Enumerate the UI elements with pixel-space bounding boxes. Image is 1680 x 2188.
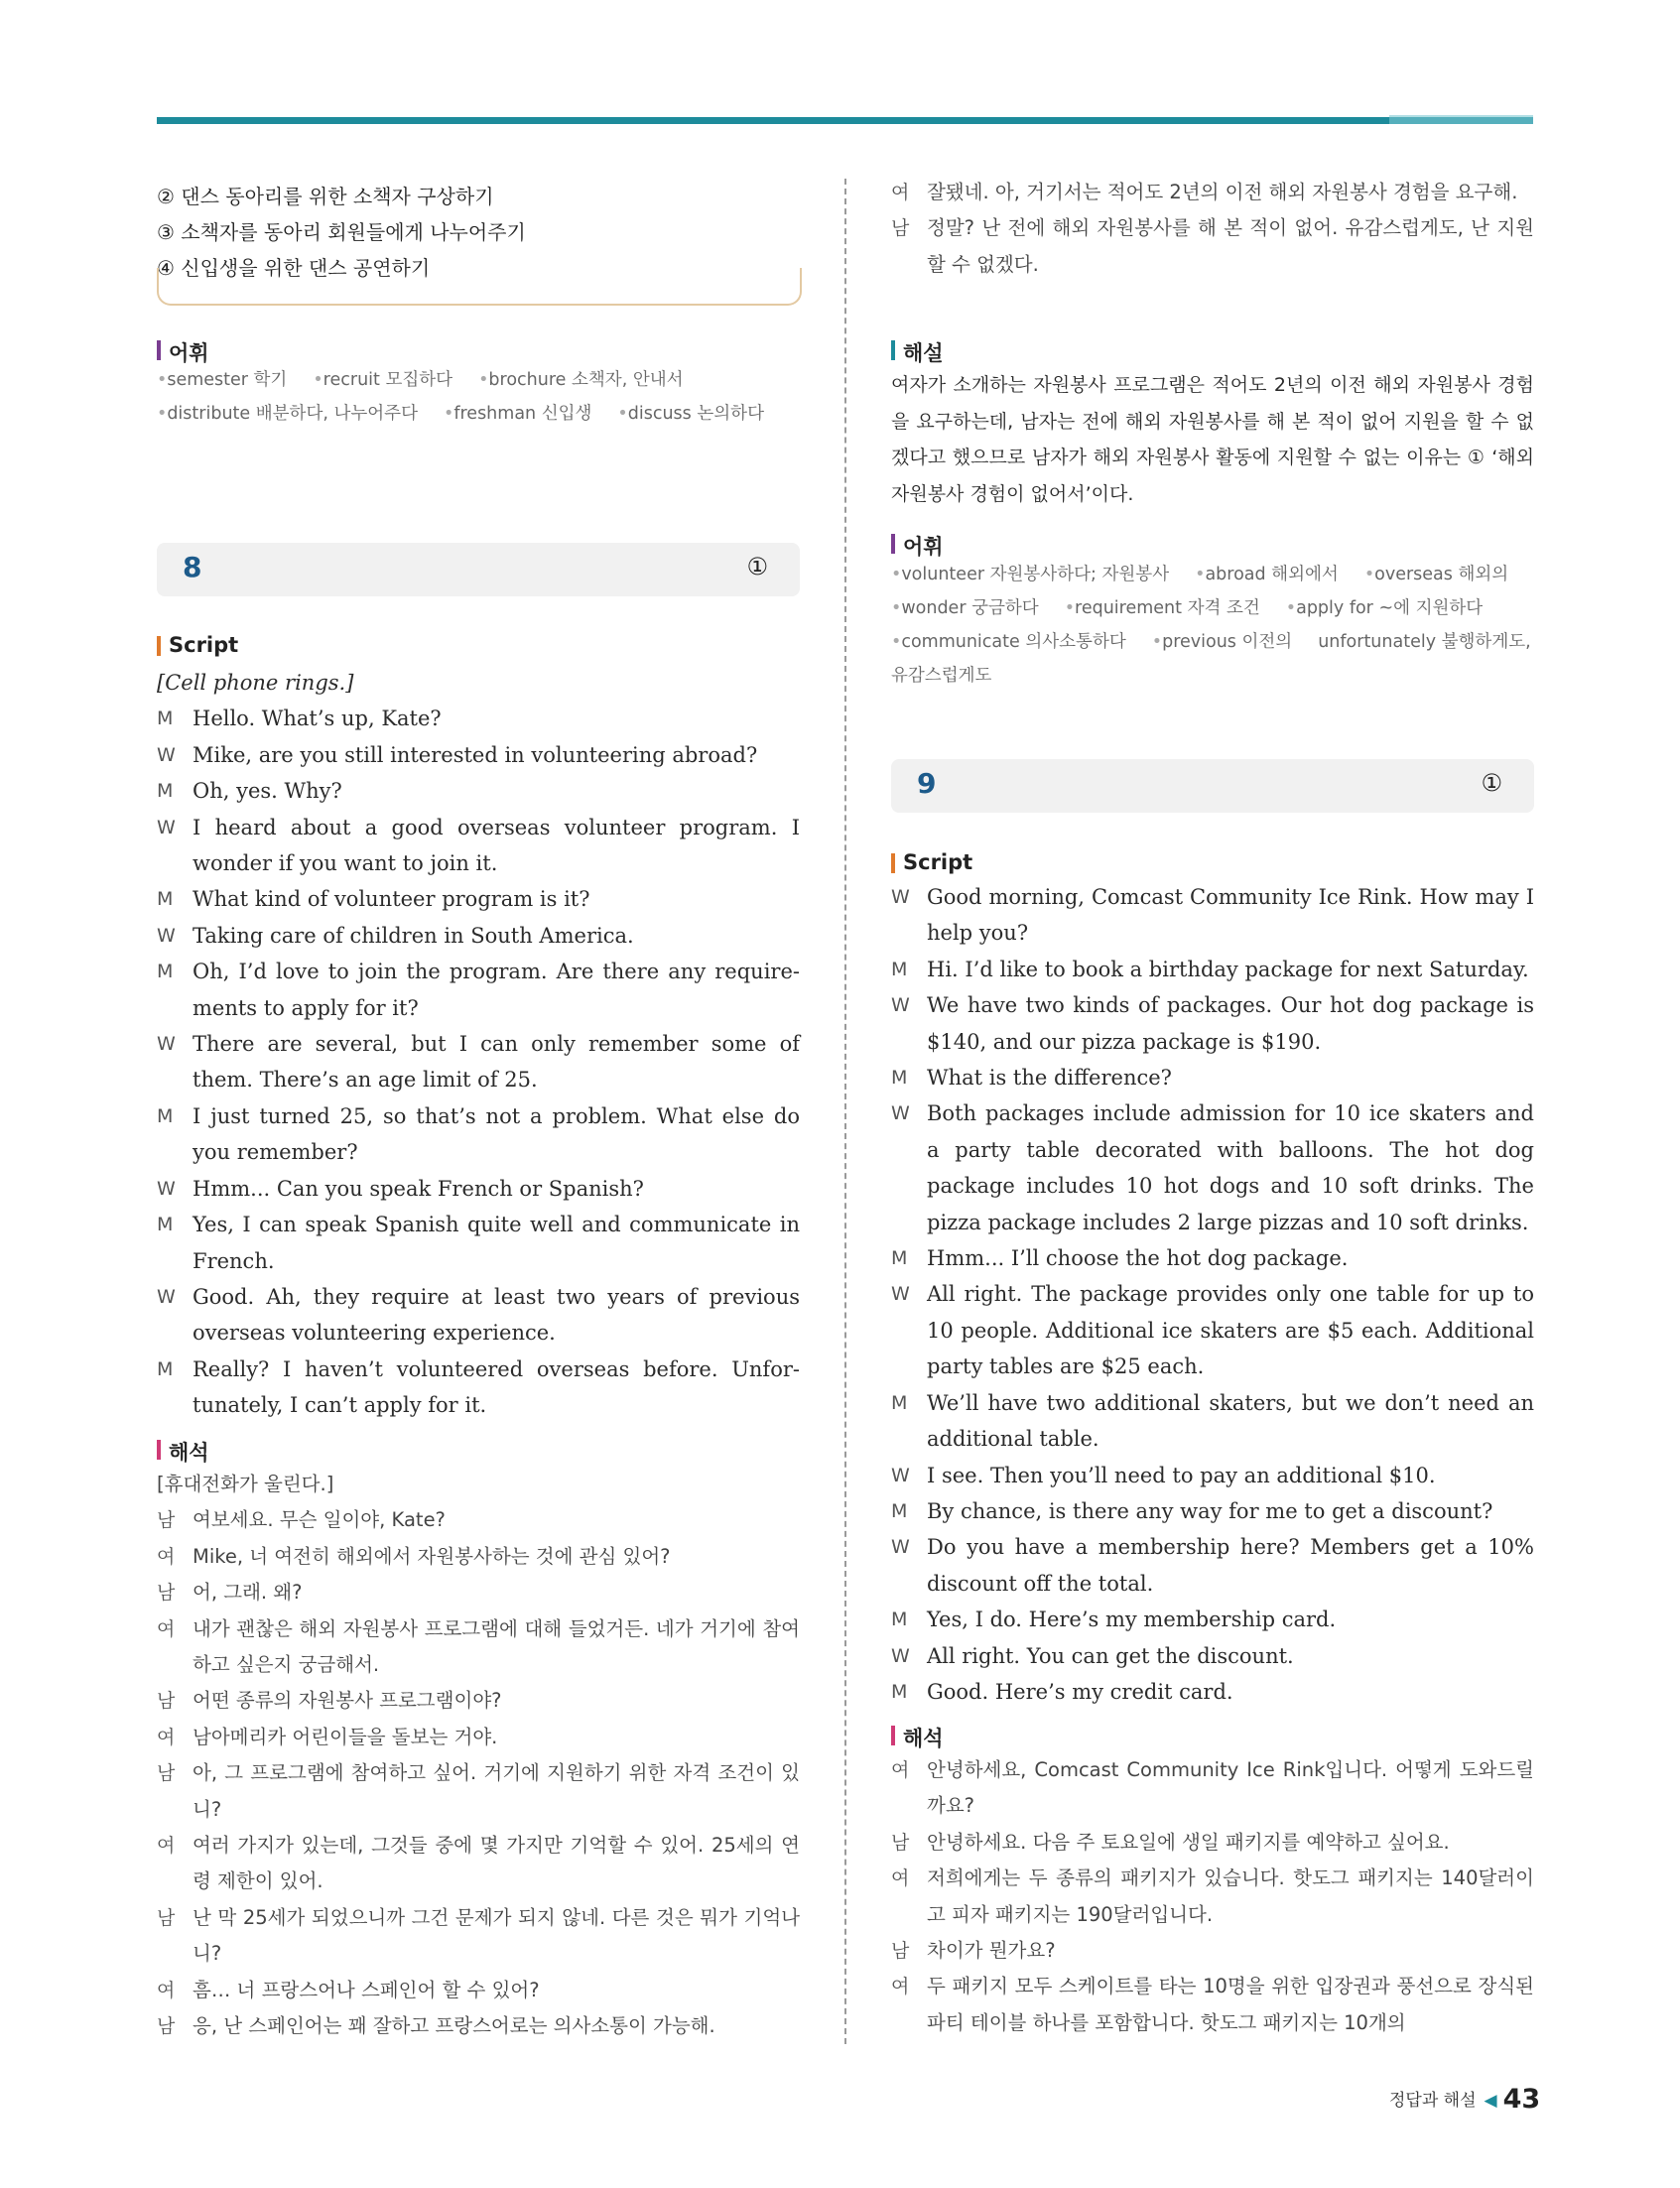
- dialogue-line: [891, 1969, 1534, 2041]
- speaker-label: M: [157, 780, 174, 803]
- vocab-item: • overseas 해외의: [1364, 565, 1508, 584]
- dialogue-text: All right. You can get the discount.: [927, 1643, 1294, 1668]
- dialogue-line: [891, 1385, 1534, 1458]
- dialogue-text: I see. Then you’ll need to pay an additional $10.: [927, 1463, 1436, 1487]
- dialogue-text: I just turned 25, so that’s not a problem. What else do you remember?: [193, 1103, 800, 1165]
- dialogue-line: [891, 879, 1534, 952]
- speaker-label: M: [891, 1247, 908, 1270]
- translation-heading: 해석: [157, 1437, 209, 1467]
- speaker-label: 남: [157, 1762, 176, 1785]
- vocab-item: • apply for ~에 지원하다: [1286, 598, 1483, 618]
- dialogue-line: [157, 1098, 800, 1171]
- speaker-label: 여: [891, 1759, 910, 1781]
- vocab-item: • recruit 모집하다: [313, 370, 452, 390]
- dialogue-line: [157, 954, 800, 1026]
- dialogue-text: Oh, yes. Why?: [193, 779, 342, 804]
- dialogue-line: [157, 1539, 800, 1575]
- speaker-label: W: [157, 924, 176, 947]
- stage-direction: [Cell phone rings.]: [157, 671, 354, 695]
- dialogue-text: Do you have a membership here? Members get a 10% discount off the total.: [927, 1535, 1534, 1596]
- speaker-label: W: [891, 994, 910, 1017]
- dialogue-text: 난 막 25세가 되었으니까 그건 문제가 되지 않네. 다른 것은 뭐가 기억나니?: [193, 1905, 800, 1966]
- speaker-label: W: [891, 1464, 910, 1486]
- dialogue-text: Hmm... Can you speak French or Spanish?: [193, 1176, 644, 1201]
- dialogue-line: [157, 773, 800, 809]
- speaker-label: 남: [891, 1831, 910, 1854]
- dialogue-line: [157, 1900, 800, 1973]
- speaker-label: M: [891, 1609, 908, 1631]
- dialogue-line: [157, 1351, 800, 1424]
- vocab-item: • previous 이전의: [1152, 632, 1292, 652]
- speaker-label: 남: [157, 1582, 176, 1605]
- dialogue-line: [157, 1755, 800, 1828]
- dialogue-text: 안녕하세요. 다음 주 토요일에 생일 패키지를 예약하고 싶어요.: [927, 1830, 1450, 1854]
- q8-vocab-list: [891, 558, 1534, 693]
- dialogue-text: 두 패키지 모두 스케이트를 타는 10명을 위한 입장권과 풍선으로 장식된 파티 테이블 하나를 포함합니다. 핫도그 패키지는 10개의: [927, 1975, 1534, 2034]
- speaker-label: W: [891, 886, 910, 908]
- dialogue-text: 내가 괜찮은 해외 자원봉사 프로그램에 대해 들었거든. 네가 거기에 참여하고 싶은지 궁금해서.: [193, 1616, 800, 1677]
- dialogue-text: 잘됐네. 아, 거기서는 적어도 2년의 이전 해외 자원봉사 경험을 요구해.: [927, 181, 1518, 203]
- triangle-left-icon: ◀: [1484, 2091, 1497, 2111]
- vocab-item: • wonder 궁금하다: [891, 598, 1039, 618]
- q8-vocab-heading: 어휘: [891, 531, 944, 561]
- speaker-label: M: [891, 1680, 908, 1703]
- dialogue-line: [157, 1683, 800, 1719]
- dialogue-text: Hello. What’s up, Kate?: [193, 707, 442, 731]
- vocab-item: unfortunately 불행하게도, 유감스럽게도: [891, 632, 1531, 686]
- dialogue-text: 안녕하세요, Comcast Community Ice Rink입니다. 어떻게 도와드릴까요?: [927, 1758, 1534, 1818]
- dialogue-line: [157, 1502, 800, 1538]
- dialogue-line: [891, 1493, 1534, 1529]
- vocab-item: • distribute 배분하다, 나누어주다: [157, 404, 418, 424]
- answer-mark: ①: [746, 553, 768, 580]
- dialogue-text: 흠… 너 프랑스어나 스페인어 할 수 있어?: [193, 1978, 540, 2001]
- dialogue-line: [157, 1279, 800, 1351]
- speaker-label: W: [157, 1177, 176, 1200]
- dialogue-line: [891, 952, 1534, 987]
- q9-script: [891, 879, 1534, 1710]
- footer-label: 정답과 해설: [1389, 2091, 1477, 2111]
- script-heading: Script: [157, 633, 238, 657]
- translation-heading: 해석: [891, 1723, 944, 1752]
- vocab-item: • discuss 논의하다: [617, 404, 764, 424]
- dialogue-line: [891, 987, 1534, 1060]
- dialogue-text: 여보세요. 무슨 일이야, Kate?: [193, 1508, 446, 1532]
- column-divider: [844, 179, 846, 2044]
- dialogue-line: [891, 1240, 1534, 1276]
- dialogue-text: Yes, I can speak Spanish quite well and communicate in French.: [193, 1213, 800, 1273]
- page-footer: [1389, 2084, 1540, 2115]
- dialogue-text: Both packages include admission for 10 ice skaters and a party table decorated with balloons. The hot dog package includes 10 hot dogs and 10 soft drinks. The pizza package includes 2 large pizzas and 10 soft drinks.: [927, 1101, 1534, 1234]
- dialogue-line: [891, 1529, 1534, 1602]
- speaker-label: 여: [157, 1545, 176, 1568]
- dialogue-text: All right. The package provides only one table for up to 10 people. Additional ice skaters are $5 each. Additional party tables are $25 each.: [927, 1282, 1534, 1379]
- speaker-label: M: [891, 1391, 908, 1414]
- dialogue-text: Oh, I’d love to join the program. Are there any requirements to apply for it?: [193, 960, 800, 1020]
- dialogue-line: [891, 1933, 1534, 1969]
- q8-translation: [157, 1467, 800, 2045]
- q8-script: [157, 665, 800, 1424]
- top-rule-accent: [1389, 115, 1533, 124]
- vocab-item: • freshman 신입생: [444, 404, 591, 424]
- speaker-label: 남: [891, 1940, 910, 1963]
- speaker-label: M: [891, 1499, 908, 1522]
- speaker-label: M: [891, 1067, 908, 1090]
- speaker-label: W: [891, 1536, 910, 1559]
- dialogue-line: [891, 1276, 1534, 1384]
- dialogue-line: [157, 918, 800, 954]
- vocab-item: • volunteer 자원봉사하다; 자원봉사: [891, 565, 1169, 584]
- dialogue-text: 응, 난 스페인어는 꽤 잘하고 프랑스어로는 의사소통이 가능해.: [193, 2014, 715, 2038]
- q8-explanation: 여자가 소개하는 자원봉사 프로그램은 적어도 2년의 이전 해외 자원봉사 경험을 요구하는데, 남자는 전에 해외 자원봉사를 해 본 적이 없어 지원을 할 수 없겠다고 했으므로 남자가 해외 자원봉사 활동에 지원할 수 없는 이유는 ① ‘해외 자원봉사 경험이 없어서’이다.: [891, 374, 1534, 505]
- dialogue-text: 아, 그 프로그램에 참여하고 싶어. 거기에 지원하기 위한 자격 조건이 있니?: [193, 1761, 800, 1821]
- speaker-label: M: [157, 888, 174, 911]
- speaker-label: 남: [157, 1690, 176, 1713]
- q9-translation: [891, 1752, 1534, 2041]
- dialogue-text: We have two kinds of packages. Our hot dog package is $140, and our pizza package is $190.: [927, 993, 1534, 1054]
- dialogue-text: Taking care of children in South America.: [193, 923, 634, 948]
- dialogue-line: [157, 1611, 800, 1684]
- speaker-label: W: [157, 743, 176, 766]
- speaker-label: 여: [157, 1617, 176, 1640]
- dialogue-line: [157, 1973, 800, 2008]
- speaker-label: 여: [891, 182, 910, 203]
- vocab-item: • requirement 자격 조건: [1065, 598, 1260, 618]
- stage-direction-kr: [휴대전화가 울린다.]: [157, 1473, 334, 1495]
- vocab-item: • abroad 해외에서: [1195, 565, 1339, 584]
- dialogue-line: [157, 2008, 800, 2044]
- speaker-label: 여: [891, 1867, 910, 1890]
- dialogue-line: [157, 737, 800, 773]
- dialogue-line: [891, 1752, 1534, 1825]
- dialogue-text: What kind of volunteer program is it?: [193, 887, 590, 912]
- dialogue-line: [891, 210, 1534, 283]
- speaker-label: 여: [157, 1979, 176, 2001]
- question-number: 9: [917, 767, 937, 800]
- q8-translation-continued: [891, 175, 1534, 283]
- dialogue-line: [891, 1095, 1534, 1240]
- speaker-label: M: [157, 1104, 174, 1127]
- dialogue-text: 어, 그래. 왜?: [193, 1581, 303, 1605]
- dialogue-text: Hmm... I’ll choose the hot dog package.: [927, 1246, 1349, 1271]
- speaker-label: M: [157, 961, 174, 983]
- question-9-header: [891, 759, 1534, 813]
- dialogue-line: [157, 881, 800, 917]
- speaker-label: 여: [157, 1726, 176, 1748]
- dialogue-line: [157, 701, 800, 736]
- dialogue-text: By chance, is there any way for me to get a discount?: [927, 1498, 1493, 1523]
- dialogue-line: [157, 1828, 800, 1900]
- dialogue-text: There are several, but I can only remember some of them. There’s an age limit of 25.: [193, 1032, 800, 1093]
- dialogue-text: 여러 가지가 있는데, 그것들 중에 몇 가지만 기억할 수 있어. 25세의 연령 제한이 있어.: [193, 1834, 800, 1893]
- question-8-header: [157, 543, 800, 596]
- dialogue-text: Mike, are you still interested in volunteering abroad?: [193, 742, 758, 767]
- dialogue-text: 어떤 종류의 자원봉사 프로그램이야?: [193, 1689, 502, 1713]
- option-3: ③ 소책자를 동아리 회원들에게 나누어주기: [157, 220, 526, 244]
- dialogue-line: [157, 1575, 800, 1610]
- prev-vocab-heading: 어휘: [157, 337, 209, 367]
- option-2: ② 댄스 동아리를 위한 소책자 구상하기: [157, 185, 494, 208]
- dialogue-line: [891, 1825, 1534, 1861]
- vocab-item: • brochure 소책자, 안내서: [478, 370, 683, 390]
- dialogue-text: Yes, I do. Here’s my membership card.: [927, 1608, 1337, 1632]
- speaker-label: 여: [157, 1835, 176, 1858]
- dialogue-line: [891, 1861, 1534, 1933]
- speaker-label: 남: [157, 1509, 176, 1532]
- dialogue-text: We’ll have two additional skaters, but we don’t need an additional table.: [927, 1390, 1534, 1452]
- speaker-label: W: [157, 1033, 176, 1056]
- speaker-label: M: [157, 1214, 174, 1236]
- page-number: 43: [1502, 2084, 1541, 2115]
- dialogue-line: [157, 810, 800, 882]
- dialogue-text: Hi. I’d like to book a birthday package for next Saturday.: [927, 957, 1529, 981]
- script-heading: Script: [891, 850, 972, 874]
- speaker-label: W: [157, 1285, 176, 1308]
- speaker-label: W: [891, 1283, 910, 1306]
- explanation-heading: 해설: [891, 337, 944, 367]
- dialogue-line: [157, 1720, 800, 1755]
- top-rule: [157, 117, 1533, 124]
- dialogue-text: 남아메리카 어린이들을 돌보는 거야.: [193, 1725, 498, 1748]
- speaker-label: 남: [157, 2015, 176, 2038]
- dialogue-text: Mike, 너 여전히 해외에서 자원봉사하는 것에 관심 있어?: [193, 1544, 671, 1568]
- speaker-label: 남: [891, 217, 910, 240]
- vocab-item: • semester 학기: [157, 370, 287, 390]
- vocab-item: • communicate 의사소통하다: [891, 632, 1126, 652]
- prev-vocab-list: [157, 363, 800, 431]
- speaker-label: W: [891, 1102, 910, 1125]
- option-4: ④ 신입생을 위한 댄스 공연하기: [157, 256, 431, 280]
- dialogue-line: [157, 1026, 800, 1098]
- dialogue-line: [891, 1638, 1534, 1674]
- dialogue-text: Good. Ah, they require at least two years of previous overseas volunteering experience.: [193, 1284, 800, 1346]
- dialogue-line: [891, 1458, 1534, 1493]
- dialogue-text: 차이가 뭔가요?: [927, 1939, 1056, 1963]
- speaker-label: W: [157, 816, 176, 838]
- speaker-label: W: [891, 1644, 910, 1667]
- speaker-label: M: [891, 958, 908, 980]
- dialogue-line: [157, 1207, 800, 1279]
- dialogue-line: [891, 175, 1534, 210]
- dialogue-text: Good morning, Comcast Community Ice Rink. How may I help you?: [927, 885, 1534, 946]
- dialogue-text: 저희에게는 두 종류의 패키지가 있습니다. 핫도그 패키지는 140달러이고 피자 패키지는 190달러입니다.: [927, 1866, 1534, 1926]
- dialogue-line: [157, 1171, 800, 1207]
- dialogue-text: What is the difference?: [927, 1066, 1172, 1091]
- dialogue-text: Good. Here’s my credit card.: [927, 1679, 1233, 1704]
- options-bracket: [157, 268, 802, 306]
- speaker-label: M: [157, 1357, 174, 1380]
- dialogue-line: [891, 1674, 1534, 1710]
- answer-mark: ①: [1481, 769, 1502, 797]
- dialogue-text: 정말? 난 전에 해외 자원봉사를 해 본 적이 없어. 유감스럽게도, 난 지원할 수 없겠다.: [927, 216, 1534, 276]
- dialogue-text: I heard about a good overseas volunteer program. I wonder if you want to join it.: [193, 815, 800, 876]
- question-number: 8: [183, 551, 202, 583]
- dialogue-line: [891, 1602, 1534, 1637]
- speaker-label: 여: [891, 1976, 910, 1998]
- speaker-label: 남: [157, 1906, 176, 1929]
- dialogue-line: [891, 1060, 1534, 1095]
- speaker-label: M: [157, 708, 174, 730]
- dialogue-text: Really? I haven’t volunteered overseas before. Unfortunately, I can’t apply for it.: [193, 1356, 800, 1418]
